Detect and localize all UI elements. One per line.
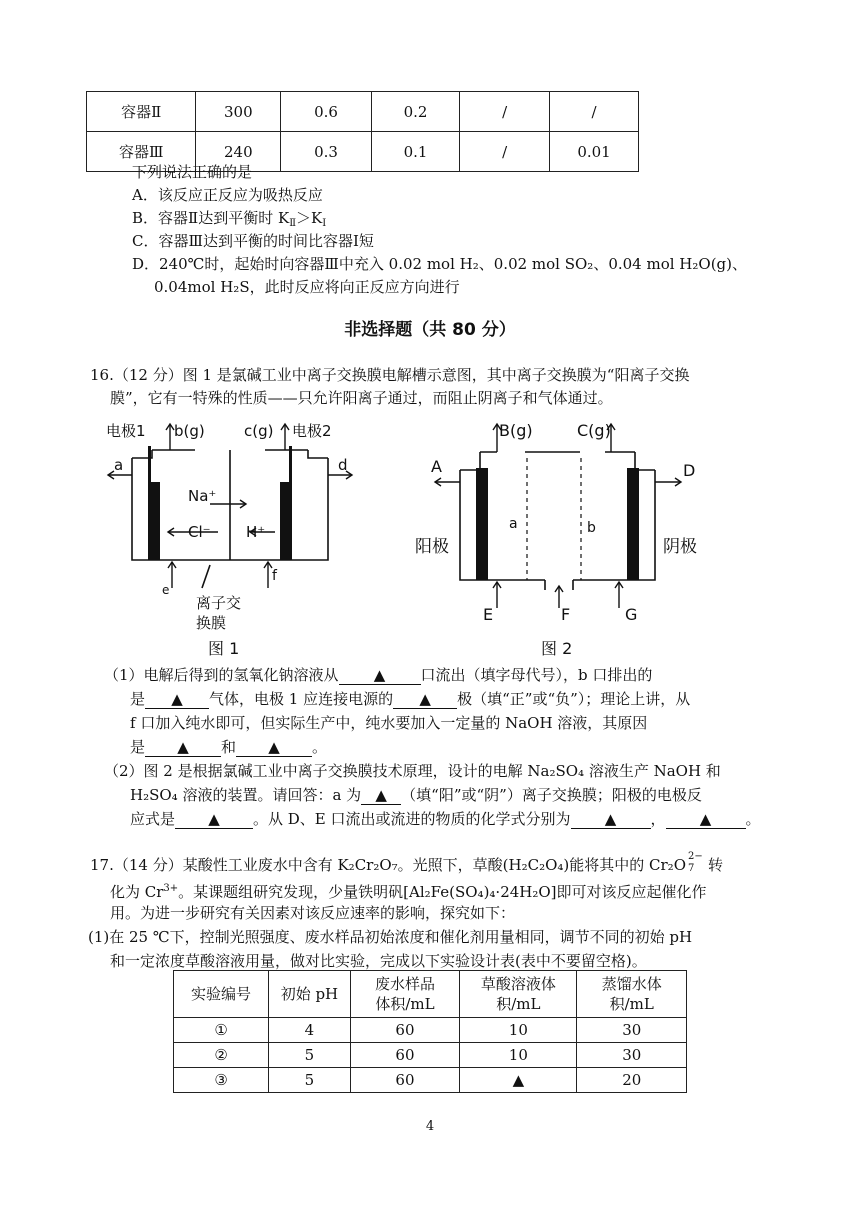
svg-text:D: D [683, 461, 696, 480]
answer-blank[interactable]: ▲ [145, 690, 209, 709]
section-title: 非选择题（共 80 分） [344, 320, 516, 340]
svg-text:Cl⁻: Cl⁻ [188, 523, 211, 541]
q16-p2-line3: 应式是 ▲ 。从 D、E 口流出或流进的物质的化学式分别为 ▲ ， ▲ 。 [130, 810, 761, 828]
q15-option-d-line2: 0.04mol H₂S，此时反应将向正反应方向进行 [154, 278, 460, 296]
q16-intro-line1: 16.（12 分）图 1 是氯碱工业中离子交换膜电解槽示意图，其中离子交换膜为“阳离子交换 [90, 366, 690, 384]
svg-text:e: e [162, 583, 170, 597]
q17-p1-line1: (1)在 25 ℃下，控制光照强度、废水样品初始浓度和催化剂用量相同，调节不同的初始 pH [88, 928, 693, 946]
svg-text:a: a [114, 456, 124, 474]
svg-text:B(g): B(g) [499, 421, 533, 440]
q16-p1-line3: f 口加入纯水即可，但实际生产中，纯水要加入一定量的 NaOH 溶液，其原因 [130, 714, 648, 732]
q15-option-d-line1: D．240℃时，起始时向容器Ⅲ中充入 0.02 mol H₂、0.02 mol SO₂、0.04 mol H₂O(g)、 [132, 255, 748, 273]
q16-intro-line2: 膜”，它有一特殊的性质——只允许阳离子通过，而阻止阴离子和气体通过。 [110, 389, 613, 407]
q15-prompt: 下列说法正确的是 [132, 163, 253, 181]
answer-blank[interactable]: ▲ [361, 786, 401, 805]
label-anode: 阳极 [415, 537, 449, 557]
q16-p2-line2: H₂SO₄ 溶液的装置。请回答：a 为 ▲ （填“阳”或“阴”）离子交换膜；阳极的电极反 [130, 786, 702, 804]
q15-option-a: A．该反应正反应为吸热反应 [132, 186, 323, 204]
q17-p1-line2: 和一定浓度草酸溶液用量，做对比实验，完成以下实验设计表(表中不要留空格)。 [110, 952, 647, 970]
svg-text:换膜: 换膜 [196, 614, 227, 632]
svg-text:c(g): c(g) [244, 422, 274, 440]
svg-text:G: G [625, 605, 638, 624]
label-electrode-2: 电极2 [292, 422, 332, 440]
answer-blank[interactable]: ▲ [236, 738, 312, 757]
label-electrode-1: 电极1 [106, 422, 146, 440]
experiment-design-table [173, 970, 687, 1093]
table-row: 容器Ⅲ 240 0.3 0.1 / 0.01 [87, 132, 639, 172]
table-row: 容器Ⅱ 300 0.6 0.2 / / [87, 92, 639, 132]
label-cathode: 阴极 [663, 537, 697, 557]
svg-text:b: b [587, 520, 596, 536]
svg-text:Na⁺: Na⁺ [188, 487, 217, 505]
q17-intro-line1: 17.（14 分）某酸性工业废水中含有 K₂Cr₂O₇。光照下，草酸(H₂C₂O₄)能将其中的 Cr₂O 2− 7 转 [90, 851, 724, 874]
answer-blank[interactable]: ▲ [571, 810, 651, 829]
q15-option-c: C．容器Ⅲ达到平衡的时间比容器Ⅰ短 [132, 232, 374, 250]
cathode-plate [627, 468, 639, 580]
answer-blank[interactable]: ▲ [339, 666, 421, 685]
answer-blank[interactable]: ▲ [145, 738, 221, 757]
svg-text:f: f [272, 568, 277, 584]
svg-text:b(g): b(g) [174, 422, 205, 440]
q15-option-b: B．容器Ⅱ达到平衡时 $K_Ⅱ>K_Ⅰ$ [132, 209, 327, 229]
q16-p2-line1: （2）图 2 是根据氯碱工业中离子交换膜技术原理，设计的电解 Na₂SO₄ 溶液生产 NaOH 和 [104, 762, 721, 780]
q16-p1-line2: 是 ▲ 气体，电极 1 应连接电源的 ▲ 极（填“正”或“负”）；理论上讲，从 [130, 690, 691, 708]
svg-text:E: E [483, 605, 494, 624]
svg-text:离子交: 离子交 [196, 594, 242, 612]
svg-text:A: A [431, 457, 442, 476]
svg-text:F: F [561, 605, 571, 624]
svg-text:a: a [509, 516, 518, 532]
q16-p1-line4: 是 ▲ 和 ▲ 。 [130, 738, 328, 756]
answer-blank[interactable]: ▲ [393, 690, 457, 709]
q16-p1-line1: （1）电解后得到的氢氧化钠溶液从 ▲ 口流出（填字母代号），b 口排出的 [104, 666, 653, 684]
answer-blank[interactable]: ▲ [666, 810, 746, 829]
equilibrium-table [86, 91, 639, 172]
table-header-row: 实验编号 初始 pH 废水样品 体积/mL 草酸溶液体 积/mL 蒸馏水体 积/mL [174, 971, 687, 1018]
table-row: ① 4 60 10 30 [174, 1018, 687, 1043]
q17-intro-line3: 用。为进一步研究有关因素对该反应速率的影响，探究如下： [110, 904, 516, 922]
figure-2-caption: 图 2 [541, 639, 573, 658]
q17-intro-line2: 化为 $Cr^{3+}$。某课题组研究发现，少量铁明矾[Al₂Fe(SO₄)₄·24H₂O]即可对该反应起催化作 [110, 883, 707, 901]
anode-plate [476, 468, 488, 580]
figure-1-caption: 图 1 [208, 639, 240, 658]
figure-1-electrolyzer [100, 410, 360, 660]
table-row: ② 5 60 10 30 [174, 1043, 687, 1068]
svg-text:C(g): C(g) [577, 421, 611, 440]
figure-2-electrolyzer [405, 410, 735, 660]
svg-text:H⁺: H⁺ [246, 523, 266, 541]
electrode-2 [280, 482, 292, 560]
svg-text:d: d [338, 456, 348, 474]
electrode-1 [148, 482, 160, 560]
table-row: ③ 5 60 ▲ 20 [174, 1068, 687, 1093]
answer-cell[interactable]: ▲ [460, 1068, 577, 1093]
page-number: 4 [425, 1119, 435, 1134]
answer-blank[interactable]: ▲ [175, 810, 253, 829]
